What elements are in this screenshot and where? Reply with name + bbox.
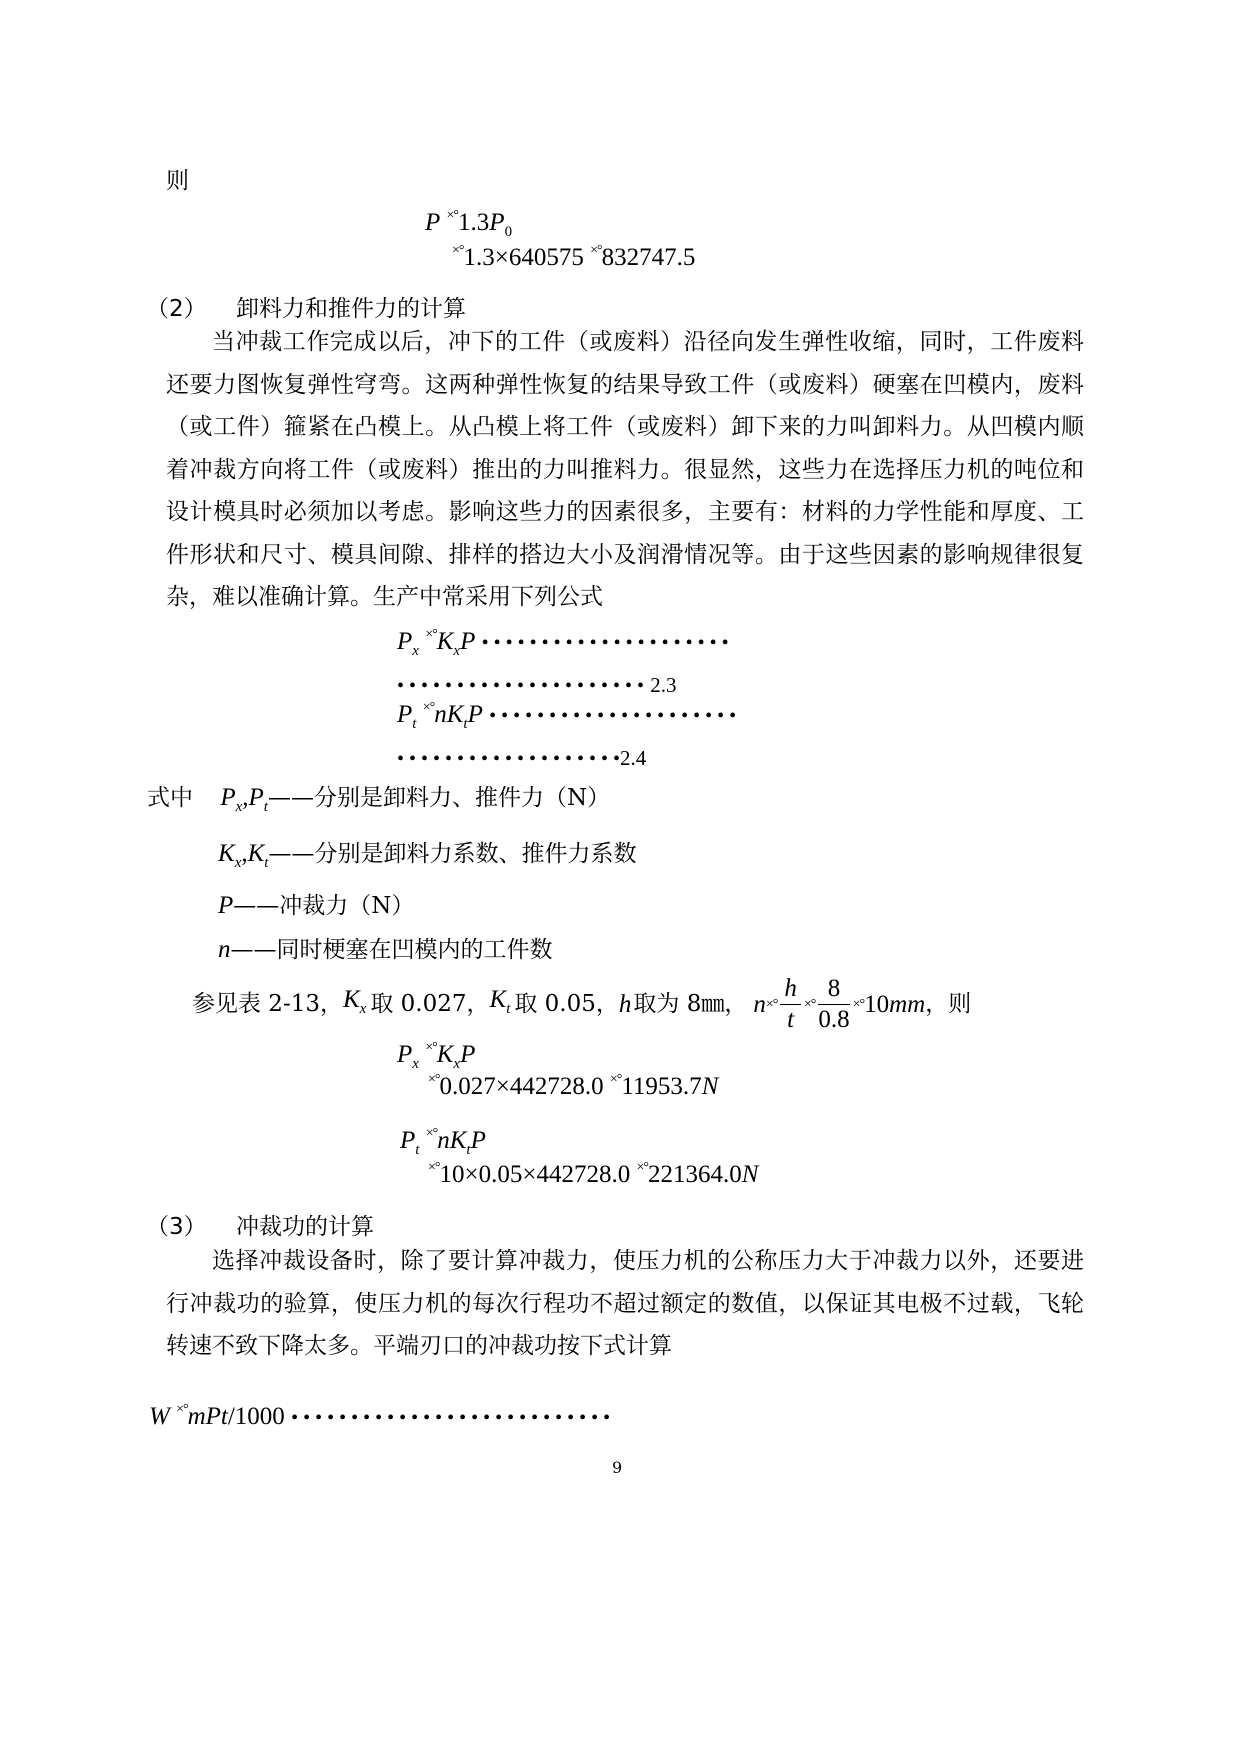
calc-value: 442728.0 (536, 1161, 631, 1188)
definition-line-4 (218, 928, 553, 972)
times-sign: × (464, 1161, 479, 1188)
definition-text: ——分别是卸料力、推件力（N） (267, 785, 611, 811)
calc-value: 442728.0 (509, 1073, 604, 1100)
var-n: n (434, 701, 447, 728)
formula-w (149, 1402, 610, 1431)
definition-line-2: $K_x,K_t——$分别是卸料力系数、推件力系数 (218, 840, 637, 871)
var-p: P (397, 1041, 413, 1068)
calc-pt-line2 (428, 1160, 758, 1189)
reference-line (192, 974, 971, 1035)
var-n: n (437, 1127, 450, 1154)
unit-n: N (701, 1073, 719, 1100)
paragraph-punching-work (166, 1240, 1084, 1368)
eq-symbol: ×° (428, 1072, 440, 1087)
eq-symbol: ×° (446, 208, 459, 223)
var-h: h (618, 991, 632, 1018)
var-k: K (489, 986, 507, 1013)
unit-mm: mm (889, 991, 926, 1018)
eq-symbol: ×° (425, 1040, 437, 1055)
eq-value: 832747.5 (601, 244, 696, 271)
var-k: K (449, 1127, 467, 1154)
eq-symbol: ×° (590, 243, 602, 258)
frac-denominator: t (787, 1006, 795, 1033)
eq-symbol: ×° (425, 627, 437, 642)
sub-t: t (263, 799, 268, 815)
calc-result: 11953.7 (621, 1073, 702, 1100)
formula-2-4-line2 (397, 737, 646, 780)
leader-dots: • • • • • • • • • • • • • • • • • • • • • (481, 632, 729, 654)
var-p: P (248, 784, 264, 811)
var-p: P (467, 701, 483, 728)
calc-px-line1 (397, 1040, 475, 1073)
reference-kt-text: 取 0.05， (514, 991, 619, 1017)
var-p: P (460, 628, 476, 655)
calc-px-line2 (428, 1072, 718, 1101)
var-n: n (753, 991, 766, 1018)
sub-t: t (506, 1001, 511, 1017)
unit-n: N (741, 1161, 759, 1188)
equation-p-line2 (452, 243, 695, 272)
sub-t: t (412, 716, 417, 732)
section-title: 冲裁功的计算 (235, 1214, 374, 1240)
eq-symbol: ×° (765, 997, 778, 1012)
sub-x: x (359, 1001, 367, 1017)
calc-value: 0.05 (478, 1161, 523, 1188)
divide-1000: /1000 (227, 1403, 285, 1430)
formula-number: 2.3 (650, 673, 677, 697)
section-number: （3） (146, 1214, 207, 1240)
sub-t: t (466, 1142, 471, 1158)
section-heading-3 (146, 1208, 374, 1241)
var-k: K (436, 628, 454, 655)
var-p: P (218, 892, 234, 919)
calc-result: 221364.0 (647, 1161, 742, 1188)
var-p: P (397, 701, 413, 728)
frac-numerator: 8 (818, 974, 849, 1005)
leader-dots: • • • • • • • • • • • • • • • • • • • (397, 748, 621, 770)
times-sign: × (494, 244, 509, 271)
sub-x: x (235, 799, 243, 815)
leader-dots: • • • • • • • • • • • • • • • • • • • • • (489, 705, 737, 727)
calc-pt-line1 (400, 1126, 486, 1159)
reference-h-text: 取为 8㎜， (633, 991, 748, 1017)
frac-numerator: h (780, 974, 801, 1005)
section-title: 卸料力和推件力的计算 (235, 296, 466, 322)
eq-coef: 1.3 (458, 209, 490, 236)
eq-sub-0: 0 (504, 224, 513, 240)
paragraph-text: 当冲裁工作完成以后，冲下的工件（或废料）沿径向发生弹性收缩，同时，工件废料还要力图恢复弹性穹弯。这两种弹性恢复的结果导致工件（或废料）硬塞在凹模内，废料（或工件）箍紧在凸模上。从凸模上将工件（或废料）卸下来的力叫卸料力。从凹模内顺着冲裁方向将工件（或废料）推出的力叫推料力。很显然，这些力在选择压力机的吨位和设计模具时必须加以考虑。影响这些力的因素很多，主要有：材料的力学性能和厚度、工件形状和尺寸、模具间隙、排样的搭边大小及润滑情况等。由于这些因素的影响规律很复杂，难以准确计算。生产中常采用下列公式 (166, 329, 1084, 610)
var-mpt: mPt (187, 1403, 228, 1430)
eq-symbol: ×° (428, 1160, 440, 1175)
var-k: K (342, 986, 360, 1013)
reference-prefix: 参见表 2-13， (192, 991, 343, 1017)
formula-number: 2.4 (620, 746, 647, 770)
definition-line-1: 式中 $P_x,P_t——$分别是卸料力、推件力（N） (147, 784, 611, 815)
paragraph-unloading-force (166, 321, 1084, 619)
var-w: W (149, 1403, 170, 1430)
eq-symbol: ×° (636, 1160, 648, 1175)
page-number: 9 (612, 1458, 623, 1477)
frac-denominator: 0.8 (818, 1006, 850, 1033)
eq-symbol: ×° (609, 1072, 622, 1087)
leader-dots: • • • • • • • • • • • • • • • • • • • • • (397, 675, 645, 697)
equation-p-line1 (425, 208, 512, 241)
reference-suffix: ，则 (925, 991, 972, 1017)
where-label: 式中 (147, 785, 193, 811)
var-p: P (470, 1127, 486, 1154)
eq-var-p0: P (489, 209, 505, 236)
var-k: K (218, 840, 235, 867)
then-label: 则 (166, 168, 189, 194)
definition-text: ——分别是卸料力系数、推件力系数 (268, 841, 637, 867)
sub-x: x (234, 855, 242, 871)
var-k: K (247, 840, 265, 867)
formula-2-3-line1 (397, 627, 729, 660)
sub-t: t (264, 855, 269, 871)
eq-symbol: ×° (852, 997, 865, 1012)
var-k: K (446, 701, 464, 728)
section-number: （2） (146, 296, 207, 322)
formula-2-4-line1 (397, 700, 736, 733)
eq-symbol: ×° (422, 700, 435, 715)
result-value: 10 (864, 991, 890, 1018)
sub-x: x (412, 643, 419, 659)
var-p: P (460, 1041, 476, 1068)
var-p: P (400, 1127, 416, 1154)
definition-text: ——同时梗塞在凹模内的工件数 (230, 937, 553, 963)
eq-symbol: ×° (803, 997, 816, 1012)
calc-value: 0.027 (439, 1073, 496, 1100)
definition-text: ——冲裁力（N） (233, 893, 415, 919)
sub-t: t (415, 1142, 420, 1158)
reference-kx-text: 取 0.027， (370, 991, 490, 1017)
leader-dots: • • • • • • • • • • • • • • • • • • • • • • • • • • • (291, 1407, 611, 1429)
definition-line-3 (218, 884, 414, 928)
eq-symbol: ×° (452, 243, 464, 258)
eq-value: 640575 (508, 244, 584, 271)
var-p: P (397, 628, 413, 655)
calc-value: 10 (439, 1161, 465, 1188)
eq-var-p: P (425, 209, 441, 236)
times-sign: × (522, 1161, 537, 1188)
eq-symbol: ×° (176, 1402, 188, 1417)
fraction-h-over-t (780, 974, 801, 1035)
var-n: n (218, 936, 231, 963)
fraction-8-over-0-8 (818, 974, 849, 1035)
sub-x: x (412, 1056, 419, 1072)
eq-value: 1.3 (463, 244, 495, 271)
var-p: P (220, 784, 236, 811)
sub-x: x (453, 643, 461, 659)
times-sign: × (495, 1073, 510, 1100)
eq-symbol: ×° (425, 1126, 438, 1141)
sub-t: t (463, 716, 468, 732)
paragraph-text: 选择冲裁设备时，除了要计算冲裁力，使压力机的公称压力大于冲裁力以外，还要进行冲裁功的验算，使压力机的每次行程功不超过额定的数值，以保证其电极不过载，飞轮转速不致下降太多。平端刃口的冲裁功按下式计算 (166, 1248, 1084, 1359)
section-heading-2 (146, 290, 466, 323)
var-k: K (436, 1041, 454, 1068)
sub-x: x (453, 1056, 461, 1072)
